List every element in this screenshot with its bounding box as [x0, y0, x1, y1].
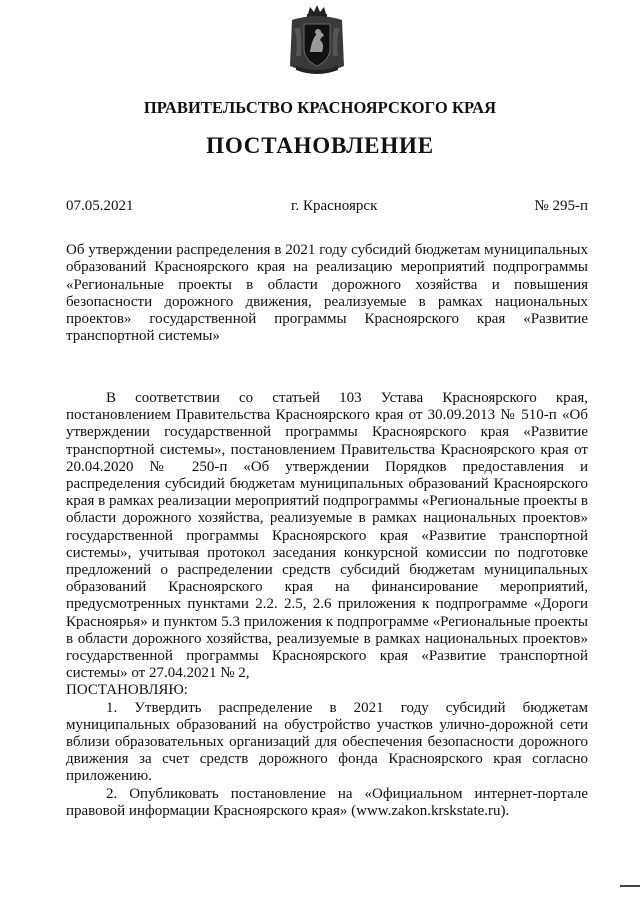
document-place: г. Красноярск [291, 198, 378, 214]
body-item-1: 1. Утвердить распределение в 2021 году субсидий бюджетам муниципальных образований на обустройство участков улично-дорожной сети вблизи образовательных организаций для обеспечения безопасности дорожного движения за счет средств дорожного фонда Красноярского края согласно приложению. [66, 699, 588, 785]
body-item-2: 2. Опубликовать постановление на «Официальном интернет-портале правовой информации Красноярского края» (www.zakon.krskstate.ru). [66, 785, 588, 819]
decree-word: ПОСТАНОВЛЯЮ: [66, 682, 188, 699]
document-type-title: ПОСТАНОВЛЕНИЕ [206, 133, 434, 158]
document-number: № 295-п [534, 198, 588, 214]
preamble-text: В соответствии со статьей 103 Устава Красноярского края, постановлением Правительства Красноярского края от 30.09.2013 № 510-п «Об утверждении государственной программы Красноярского края «Развитие транспортной системы», постановлением Правительства Красноярского края от 20.04.2020 № 250-п «Об утверждении Порядков предоставления и распределения субсидий бюджетам муниципальных образований Красноярского края в рамках реализации мероприятий подпрограммы «Региональные проекты в области дорожного хозяйства, реализуемые в рамках национальных проектов» государственной программы Красноярского края «Развитие транспортной системы», учитывая протокол заседания конкурсной комиссии по подготовке предложений о распределении средств субсидий бюджетам муниципальных образований Красноярского края на финансирование мероприятий, предусмотренных пунктами 2.2. 2.5, 2.6 приложения к подпрограмме «Дороги Красноярья» и пунктом 5.3 приложения к подпрограмме «Региональные проекты в области дорожного хозяйства, реализуемые в рамках национальных проектов» государственной программы Красноярского края «Развитие транспортной системы» от 27.04.2021 № 2, [66, 390, 588, 682]
government-title: ПРАВИТЕЛЬСТВО КРАСНОЯРСКОГО КРАЯ [143, 98, 497, 117]
page-edge-mark [620, 885, 640, 887]
krasnoyarsk-coat-of-arms-icon [288, 4, 346, 76]
document-subject: Об утверждении распределения в 2021 году субсидий бюджетам муниципальных образований Красноярского края на реализацию мероприятий подпрограммы «Региональные проекты в области дорожного хозяйства и повышения безопасности дорожного движения, реализуемые в рамках национальных проектов» государственной программы Красноярского края «Развитие транспортной системы» [66, 242, 588, 345]
document-date: 07.05.2021 [66, 198, 134, 214]
document-body [66, 390, 588, 820]
body-preamble [66, 390, 588, 700]
